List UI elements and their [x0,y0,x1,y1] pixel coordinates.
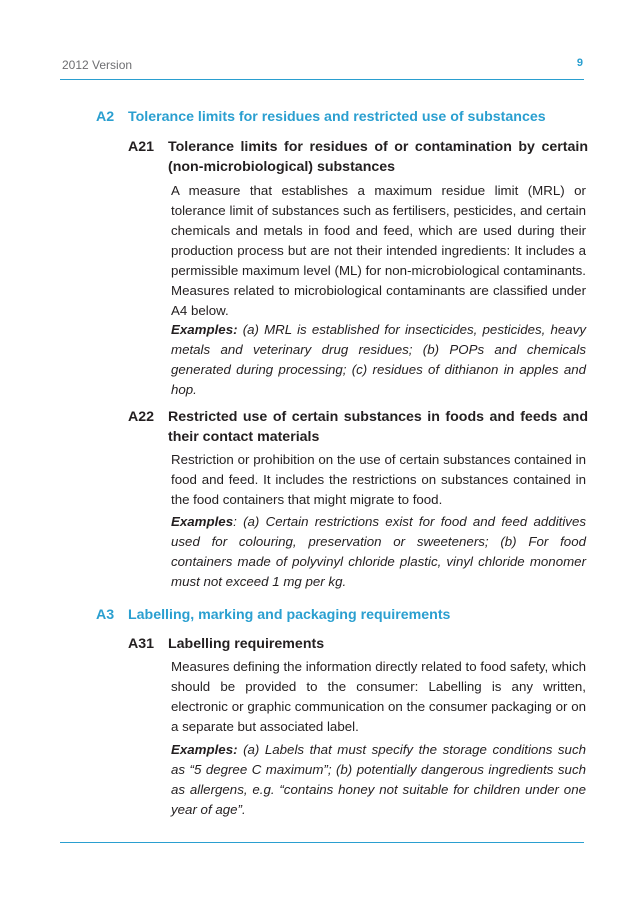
page-number: 9 [576,57,583,69]
section-a2-title: Tolerance limits for residues and restricted use of substances [128,109,546,125]
subsection-a31-code: A31 [128,636,155,652]
a31-examples-label: Examples: [171,742,238,757]
a21-examples-label: Examples: [171,322,238,337]
subsection-a31-title: Labelling requirements [168,636,325,652]
subsection-a22-code: A22 [128,409,155,425]
section-a2-code: A2 [96,109,115,125]
subsection-a31-heading [128,634,588,654]
subsection-a21-code: A21 [128,139,155,155]
section-a3-heading [96,607,450,623]
subsection-a31-examples [171,740,586,820]
subsection-a22-examples [171,512,586,592]
subsection-a21-examples [171,320,586,400]
section-a2-heading [96,109,546,125]
subsection-a21-title: Tolerance limits for residues of or contamination by certain (non-microbiological) substances [168,139,588,175]
subsection-a22-body: Restriction or prohibition on the use of certain substances contained in food and feed. It includes the restrictions on substances contained in the food containers that might migrate to food. [171,452,586,507]
a22-examples-label: Examples [171,514,234,529]
subsection-a22-title: Restricted use of certain substances in foods and feeds and their contact materials [168,409,588,445]
a22-examples-text: : (a) Certain restrictions exist for food and feed additives used for colouring, preservation or sweeteners; (b) For food containers made of polyvinyl chloride plastic, vinyl chloride monomer must not exceed 1 mg per kg. [171,514,586,589]
a21-examples-text: (a) MRL is established for insecticides, pesticides, heavy metals and veterinary drug residues; (b) POPs and chemicals generated during processing; (c) residues of dithianon in apples and hop. [171,322,586,397]
header-version: 2012 Version [62,58,133,72]
section-a3-code: A3 [96,607,115,623]
header-rule [60,79,584,80]
section-a3-title: Labelling, marking and packaging requirements [128,607,451,623]
subsection-a21-body: A measure that establishes a maximum residue limit (MRL) or tolerance limit of substances such as fertilisers, pesticides, and certain chemicals and metals in food and feed, which are used during their production process but are not their intended ingredients: It includes a permissible maximum level (ML) for non-microbiological contaminants. Measures related to microbiological contaminants are classified under A4 below. [171,183,586,318]
footer-rule [60,842,584,843]
a31-examples-text: (a) Labels that must specify the storage conditions such as “5 degree C maximum”; (b) potentially dangerous ingredients such as allergens, e.g. “contains honey not suitable for children under one year of age”. [171,742,586,817]
subsection-a22-heading [128,407,588,447]
subsection-a21-heading [128,137,588,177]
subsection-a31-body: Measures defining the information directly related to food safety, which should be provided to the consumer: Labelling is any written, electronic or graphic communication on the consumer packaging or on a separate but associated label. [171,659,586,734]
